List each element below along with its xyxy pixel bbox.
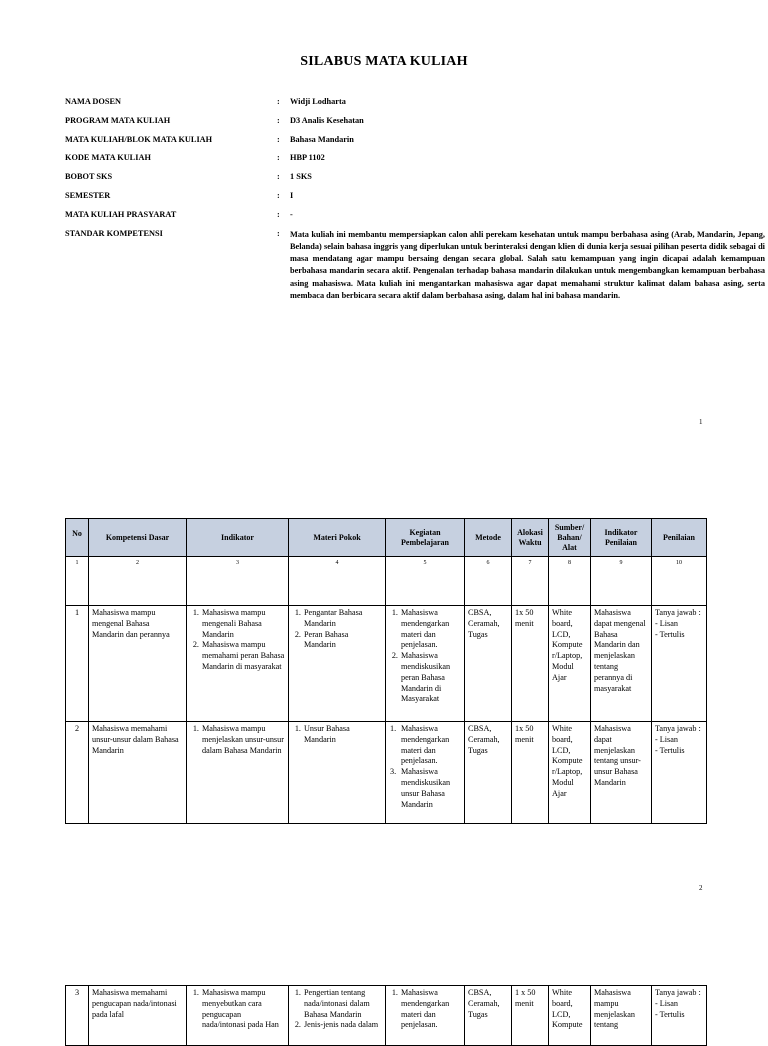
sumber-cell: White board, LCD, Kompute r/Laptop, Modul Ajar bbox=[549, 606, 591, 722]
info-row-sks bbox=[65, 172, 705, 191]
list-item: 1. Unsur Bahasa Mandarin bbox=[303, 724, 382, 746]
info-row-kode bbox=[65, 153, 705, 172]
column-header: Metode bbox=[465, 519, 512, 557]
list-item: 1. Pengertian tentang nada/intonasi dalam Bahasa Mandarin bbox=[303, 988, 382, 1020]
table-row bbox=[66, 606, 707, 722]
materi-cell bbox=[289, 722, 386, 824]
sumber-cell: White board, LCD, Kompute bbox=[549, 986, 591, 1046]
column-header: Indikator Penilaian bbox=[591, 519, 652, 557]
course-info bbox=[65, 97, 765, 301]
alokasi-cell: 1x 50 menit bbox=[512, 606, 549, 722]
list-item: 1. Mahasiswa mendengarkan materi dan penjelasan. bbox=[400, 608, 461, 651]
list-item: 1. Mahasiswa mampu mengenali Bahasa Mandarin bbox=[201, 608, 285, 640]
info-value: 1 SKS bbox=[290, 172, 312, 182]
penilaian-title: Tanya jawab : bbox=[655, 988, 701, 997]
syllabus-table bbox=[65, 518, 707, 824]
info-value: D3 Analis Kesehatan bbox=[290, 115, 364, 125]
column-header: Kompetensi Dasar bbox=[89, 519, 187, 557]
kegiatan-cell bbox=[386, 606, 465, 722]
penilaian-cell bbox=[652, 722, 707, 824]
info-value: I bbox=[290, 190, 294, 200]
indikator-cell bbox=[187, 986, 289, 1046]
metode-cell: CBSA, Ceramah, Tugas bbox=[465, 986, 512, 1046]
info-row-semester bbox=[65, 191, 705, 210]
penilaian-title: Tanya jawab : bbox=[655, 724, 701, 733]
metode-cell: CBSA, Ceramah, Tugas bbox=[465, 606, 512, 722]
column-number: 9 bbox=[591, 557, 652, 606]
info-colon: : bbox=[277, 172, 280, 182]
metode-cell: CBSA, Ceramah, Tugas bbox=[465, 722, 512, 824]
info-label: MATA KULIAH/BLOK MATA KULIAH bbox=[65, 134, 213, 144]
alokasi-cell: 1x 50 menit bbox=[512, 722, 549, 824]
kompetensi-cell: Mahasiswa memahami unsur-unsur dalam Bahasa Mandarin bbox=[89, 722, 187, 824]
list-item bbox=[389, 724, 461, 767]
info-colon: : bbox=[277, 97, 280, 106]
column-number: 7 bbox=[512, 557, 549, 606]
info-label: BOBOT SKS bbox=[65, 172, 113, 182]
row-number: 2 bbox=[66, 722, 89, 824]
column-header: No bbox=[66, 519, 89, 557]
column-number: 4 bbox=[289, 557, 386, 606]
column-header: Penilaian bbox=[652, 519, 707, 557]
info-label: STANDAR KOMPETENSI bbox=[65, 228, 163, 238]
penilaian-cell bbox=[652, 606, 707, 722]
info-label: MATA KULIAH PRASYARAT bbox=[65, 209, 177, 219]
list-text: Mahasiswa mendiskusikan unsur Bahasa Mandarin bbox=[401, 767, 451, 809]
sumber-cell: White board, LCD, Kompute r/Laptop, Modul Ajar bbox=[549, 722, 591, 824]
alokasi-cell: 1 x 50 menit bbox=[512, 986, 549, 1046]
list-number: 1. bbox=[390, 724, 397, 733]
info-label: PROGRAM MATA KULIAH bbox=[65, 115, 171, 125]
list-item: 2. Mahasiswa mendiskusikan peran Bahasa Mandarin di Masyarakat bbox=[400, 651, 461, 705]
column-header: Alokasi Waktu bbox=[512, 519, 549, 557]
info-row-prasyarat bbox=[65, 210, 705, 229]
column-header: Sumber/ Bahan/ Alat bbox=[549, 519, 591, 557]
column-number: 3 bbox=[187, 557, 289, 606]
materi-cell bbox=[289, 606, 386, 722]
table-row bbox=[66, 986, 707, 1046]
table-header-row bbox=[66, 519, 707, 557]
column-number: 1 bbox=[66, 557, 89, 606]
info-label: NAMA DOSEN bbox=[65, 97, 122, 106]
page-number: 1 bbox=[699, 418, 703, 426]
materi-cell bbox=[289, 986, 386, 1046]
kegiatan-cell bbox=[386, 722, 465, 824]
info-colon: : bbox=[277, 190, 280, 200]
page-number: 2 bbox=[699, 884, 703, 892]
info-row-standar-kompetensi bbox=[65, 228, 765, 301]
indikator-penilaian-cell: Mahasiswa mampu menjelaskan tentang bbox=[591, 986, 652, 1046]
info-value: - bbox=[290, 209, 293, 219]
info-row-program bbox=[65, 116, 705, 135]
column-header: Kegiatan Pembelajaran bbox=[386, 519, 465, 557]
list-item: - Tertulis bbox=[655, 630, 703, 641]
column-number: 6 bbox=[465, 557, 512, 606]
kompetensi-cell: Mahasiswa mampu mengenal Bahasa Mandarin dan perannya bbox=[89, 606, 187, 722]
info-value: HBP 1102 bbox=[290, 153, 325, 163]
info-row-mata-kuliah bbox=[65, 135, 705, 154]
info-colon: : bbox=[277, 115, 280, 125]
list-item bbox=[389, 767, 461, 810]
list-item: 2. Peran Bahasa Mandarin bbox=[303, 630, 382, 652]
info-row-dosen bbox=[65, 97, 705, 116]
column-header: Indikator bbox=[187, 519, 289, 557]
list-item: - Tertulis bbox=[655, 746, 703, 757]
list-number: 3. bbox=[390, 767, 397, 777]
syllabus-table-continued bbox=[65, 985, 707, 1046]
indikator-penilaian-cell: Mahasiswa dapat mengenal Bahasa Mandarin dan menjelaskan tentang perannya di masyarakat bbox=[591, 606, 652, 722]
penilaian-cell bbox=[652, 986, 707, 1046]
kompetensi-cell: Mahasiswa memahami pengucapan nada/intonasi pada lafal bbox=[89, 986, 187, 1046]
column-number: 5 bbox=[386, 557, 465, 606]
list-item: - Lisan bbox=[655, 619, 703, 630]
column-number-row bbox=[66, 557, 707, 606]
info-colon: : bbox=[277, 228, 280, 238]
indikator-cell bbox=[187, 606, 289, 722]
column-number: 8 bbox=[549, 557, 591, 606]
info-colon: : bbox=[277, 209, 280, 219]
list-item: 2. Jenis-jenis nada dalam bbox=[303, 1020, 382, 1031]
indikator-cell bbox=[187, 722, 289, 824]
column-header: Materi Pokok bbox=[289, 519, 386, 557]
list-item: - Lisan bbox=[655, 999, 703, 1010]
list-item: 1. Mahasiswa mendengarkan materi dan penjelasan. bbox=[400, 988, 461, 1031]
list-item: - Tertulis bbox=[655, 1010, 703, 1021]
list-item: - Lisan bbox=[655, 735, 703, 746]
info-value: Widji Lodharta bbox=[290, 97, 346, 106]
list-item: 2. Mahasiswa mampu memahami peran Bahasa Mandarin di masyarakat bbox=[201, 640, 285, 672]
info-label: KODE MATA KULIAH bbox=[65, 153, 151, 163]
list-item: 1. Mahasiswa mampu menjelaskan unsur-unsur dalam Bahasa Mandarin bbox=[201, 724, 285, 756]
kegiatan-cell bbox=[386, 986, 465, 1046]
penilaian-title: Tanya jawab : bbox=[655, 608, 701, 617]
row-number: 1 bbox=[66, 606, 89, 722]
info-label: SEMESTER bbox=[65, 190, 111, 200]
indikator-penilaian-cell: Mahasiswa dapat menjelaskan tentang unsur-unsur Bahasa Mandarin bbox=[591, 722, 652, 824]
row-number: 3 bbox=[66, 986, 89, 1046]
list-item: 1. Pengantar Bahasa Mandarin bbox=[303, 608, 382, 630]
column-number: 2 bbox=[89, 557, 187, 606]
table-row bbox=[66, 722, 707, 824]
info-value: Bahasa Mandarin bbox=[290, 134, 354, 144]
competency-description: Mata kuliah ini membantu mempersiapkan calon ahli perekam kesehatan untuk mampu berbahasa asing (Arab, Mandarin, Jepang, Belanda) selain bahasa inggris yang diperlukan untuk berinteraksi dengan klien di dunia kerja sesuai pilihan peserta didik sebagai di masa mendatang agar mampu bersaing dengan secara global. Salah satu kemampuan yang ingin dicapai adalah kemampuan berbahasa mandarin secara aktif. Pengenalan terhadap bahasa mandarin dilakukan untuk mengembangkan kemampuan berbahasa asing mahasiswa. Mata kuliah ini mengantarkan mahasiswa agar dapat memahami struktur kalimat dalam bahasa asing, serta membaca dan berbicara secara aktif dalam berbahasa asing, dalam hal ini bahasa mandarin. bbox=[290, 229, 765, 301]
list-item: 1. Mahasiswa mampu menyebutkan cara pengucapan nada/intonasi pada Han bbox=[201, 988, 285, 1031]
info-colon: : bbox=[277, 153, 280, 163]
column-number: 10 bbox=[652, 557, 707, 606]
list-text: Mahasiswa mendengarkan materi dan penjelasan. bbox=[401, 724, 450, 766]
page-title: SILABUS MATA KULIAH bbox=[300, 54, 468, 69]
info-colon: : bbox=[277, 134, 280, 144]
